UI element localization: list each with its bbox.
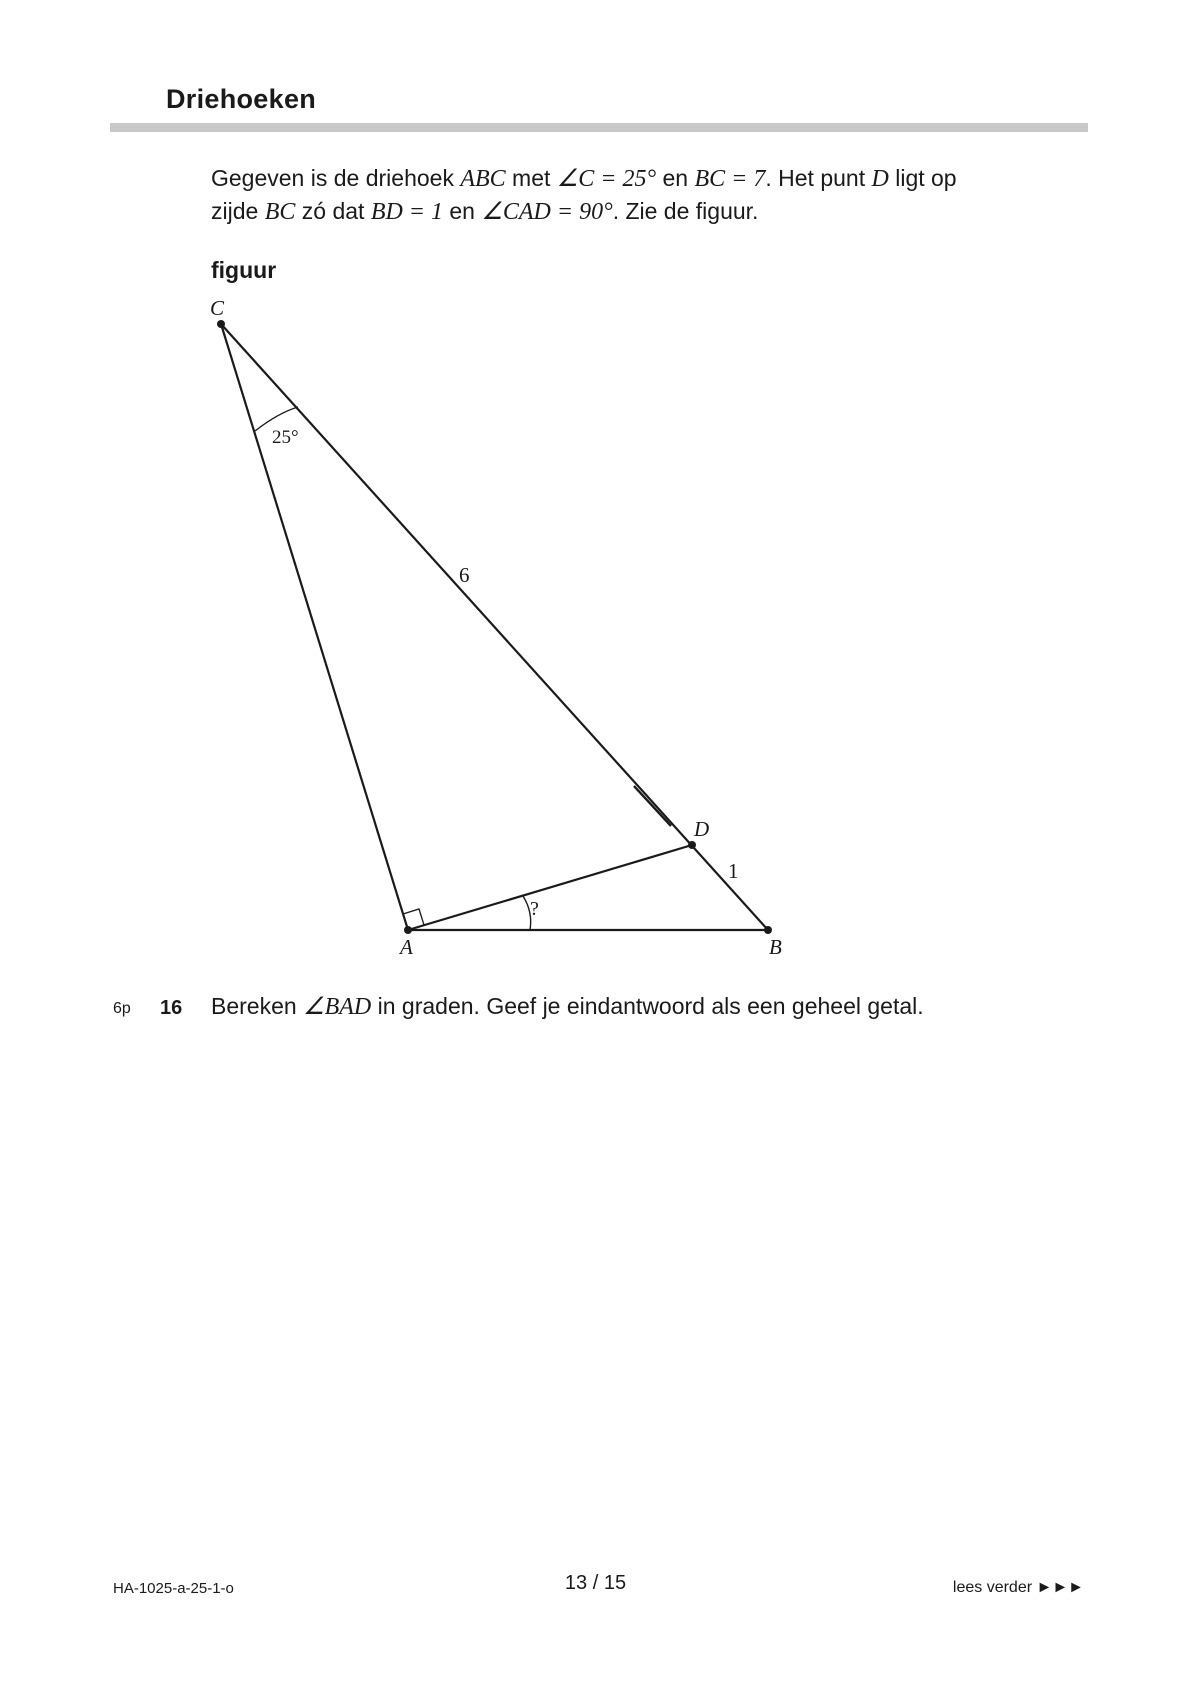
label-unknown-angle: ?	[530, 898, 539, 920]
math-angle-c: ∠C = 25°	[556, 166, 657, 192]
side-ca	[221, 324, 408, 930]
math-d: D	[871, 166, 889, 192]
footer-page-number: 13 / 15	[564, 1572, 627, 1594]
point-a	[404, 926, 412, 934]
section-title: Driehoeken	[166, 84, 317, 114]
question-number: 16	[160, 997, 183, 1019]
tick-mark	[634, 786, 671, 826]
math-angle-bad: ∠BAD	[303, 994, 372, 1020]
intro-text-4: . Het punt	[765, 165, 872, 191]
label-c: C	[210, 296, 225, 320]
intro-text-3: en	[656, 165, 695, 191]
question-text-1: Bereken	[211, 993, 304, 1019]
intro-text-6: zijde	[211, 198, 265, 224]
figure-label: figuur	[211, 257, 277, 283]
intro-text-7: zó dat	[295, 198, 371, 224]
question-text-2: in graden. Geef je eindantwoord als een geheel getal.	[371, 993, 924, 1019]
label-d: D	[694, 817, 710, 841]
footer-continue: lees verder ►►►	[952, 1579, 1084, 1596]
triangle-figure	[200, 288, 800, 963]
segment-ad	[408, 845, 692, 930]
math-bd-length: BD = 1	[370, 199, 443, 225]
label-length-6: 6	[459, 563, 470, 587]
math-bc: BC	[264, 199, 296, 225]
math-abc: ABC	[460, 166, 506, 192]
label-length-1: 1	[728, 859, 739, 883]
intro-text-1: Gegeven is de driehoek	[211, 165, 461, 191]
question-points: 6p	[113, 1000, 131, 1017]
footer-code: HA-1025-a-25-1-o	[113, 1580, 234, 1597]
intro-text-8: en	[443, 198, 482, 224]
question-text	[211, 990, 924, 1023]
point-d	[688, 841, 696, 849]
math-bc-length: BC = 7	[694, 166, 766, 192]
intro-text	[211, 162, 1091, 228]
point-c	[217, 320, 225, 328]
title-rule	[110, 123, 1088, 132]
side-cb	[221, 324, 768, 930]
label-b: B	[769, 935, 782, 958]
label-angle-25: 25°	[272, 427, 299, 448]
point-b	[764, 926, 772, 934]
intro-text-5: ligt op	[888, 165, 957, 191]
intro-text-2: met	[505, 165, 557, 191]
math-angle-cad: ∠CAD = 90°	[481, 199, 613, 225]
intro-text-9: . Zie de figuur.	[612, 198, 759, 224]
label-a: A	[400, 935, 413, 958]
